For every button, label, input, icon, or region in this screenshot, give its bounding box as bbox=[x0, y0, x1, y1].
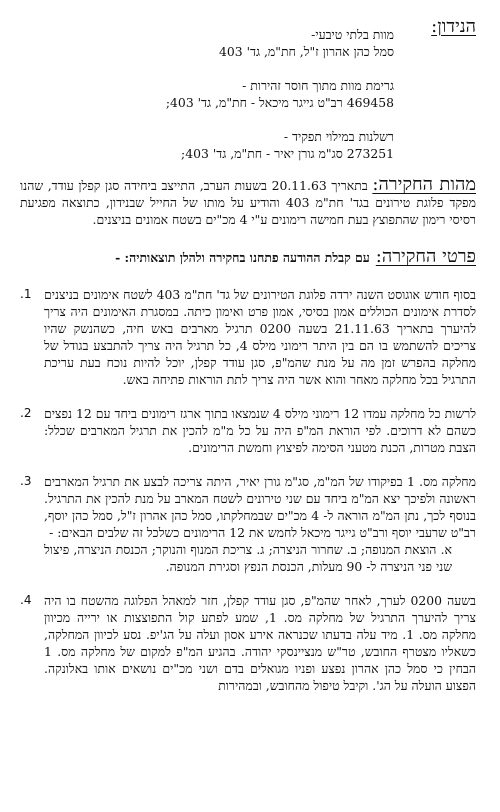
details-header bbox=[20, 248, 476, 266]
subject-line: 469458 רב"ט גייגר מיכאל - חת"מ, גד' 403; bbox=[165, 95, 394, 110]
subject-line: רשלנות במילוי תפקיד - bbox=[283, 129, 394, 144]
subject-line: גרימת מוות מתוך חוסר זהירות - bbox=[242, 78, 394, 93]
item-number: 1. bbox=[20, 287, 32, 301]
subject-line: סמל כהן אהרון ז"ל, חת"מ, גד' 403 bbox=[218, 44, 394, 59]
list-item bbox=[20, 286, 476, 388]
subject-heading: הנידון: bbox=[431, 16, 476, 37]
details-intro: עם קבלת ההודעה פתחנו בחקירה ולהלן תוצאותיה: - bbox=[115, 250, 370, 265]
item-number: 2. bbox=[20, 406, 32, 420]
item-number: 3. bbox=[20, 474, 32, 488]
subject-line: מוות בלתי טיבעי- bbox=[311, 27, 394, 42]
list-item bbox=[20, 592, 476, 694]
sub-item-text: א. הוצאת המנופה; ב. שחרור הניצרה; ג. צריכת המנוף והנוקר; הכנסת הניצרה, פיצול שני פני הניצרה ל- 90 מעלות, הכנסת הנפץ וסגירת המנופה. bbox=[44, 542, 452, 574]
details-section bbox=[20, 248, 476, 694]
subject-section bbox=[20, 14, 476, 172]
nature-section bbox=[20, 176, 476, 228]
subject-group bbox=[20, 128, 394, 162]
subject-line: 273251 סג"מ גורן יאיר - חת"מ, גד' 403; bbox=[181, 146, 394, 161]
item-text: מחלקה מס. 1 בפיקודו של המ"מ, סג"מ גורן יאיר, היתה צריכה לבצע את תרגיל המארבים ראשונה ולפיכך יצא המ"מ ביחד עם שני טירונים לשטח המארב על מנת להכין את התרגיל. בנוסף לכך, נתן המ"מ הוראה ל- 4 מכ"ים שבמחלקתו, סמל כהן אהרון ז"ל, סמל כהן יוסף, רב"ט שרעבי יוסף ורב"ט גייגר מיכאל לחמש את 12 הרימונים כשלכל זה שלבים הבאים: - bbox=[44, 474, 477, 540]
list-item bbox=[20, 473, 476, 575]
subject-group bbox=[20, 26, 394, 60]
list-item bbox=[20, 405, 476, 456]
subject-lines bbox=[20, 14, 402, 172]
item-body bbox=[44, 473, 476, 575]
details-heading: פרטי החקירה: bbox=[375, 246, 476, 267]
nature-heading: מהות החקירה: bbox=[372, 174, 476, 195]
subject-group bbox=[20, 77, 394, 111]
item-text: בסוף חודש אוגוסט השנה ירדה פלוגת הטירונים של גד' חת"מ 403 לשטח אימונים בניצנים לסדרת אימונים הכוללים אמון בסיסי, אמון פרט ואימון כיתה. במסגרת האימונים היה צריך להיערך בתאריך 21.11.63 בשעה 0200 תרגיל מארבים באש חיה, כשהנשק שהיו צריכים להשתמש בו הם בין היתר רימוני מילס 4, כל תרגיל היה צריך להתבצע בגודל של מחלקה בהפרש זמן מה על מנת שהמ"פ, סגן עודד קפלן, יוכל להיות נוכח בעת עריכת התרגיל בכל מחלקה מאחר והוא אשר היה צריך לתת הוראות פתיחה באש. bbox=[44, 287, 477, 387]
nature-paragraph bbox=[20, 176, 476, 228]
item-number: 4. bbox=[20, 593, 32, 607]
item-text: לרשות כל מחלקה עמדו 12 רימוני מילס 4 שנמצאו בתוך ארגז רימונים ביחד עם 12 נפצים כשהם לא דרוכים. לפי הוראת המ"פ היה על כל מ"מ להכין את תרגיל המארבים שכלל: הצבת מטרות, הכנת מטעני הסימה לפיצוץ וחמשת הרימונים. bbox=[44, 406, 476, 455]
item-text: בשעה 0200 לערך, לאחר שהמ"פ, סגן עודד קפלן, חזר למאהל הפלוגה מהשטח בו היה צריך להיערך התרגיל של מחלקה מס. 1, שמע לפתע קול התפוצצות או ירייה מכיוון מחלקה מס. 1. מיד עלה בדעתו שכנראה אירע אסון ועלה על הג'יפ. נסע לכיוון המחלקה, כשאליו מצטרף החובש, טר"ש מנציינסקי יהודה. בהגיע המ"פ למקום של מחלקה מס. 1 הבחין כי סמל כהן אהרון נפצע ופניו מגואלים בדם ושני מכ"ים נושאים אותו באלונקה. הפצוע הועלה על הג'. וקיבל טיפול מהחובש, ובמהירות bbox=[44, 593, 476, 693]
nature-text: בתאריך 20.11.63 בשעות הערב, התייצב ביחידה סגן קפלן עודד, שהנו מפקד פלוגת טירונים בגד' חת"מ 403 והודיע על מותו של החייל שבנידון, כתוצאה מפגיעת רסיסי רימון שהתפוצץ בעת חמישה רימונים ע"י 4 מכ"ים בשטח אמונים בניצנים. bbox=[20, 178, 476, 227]
